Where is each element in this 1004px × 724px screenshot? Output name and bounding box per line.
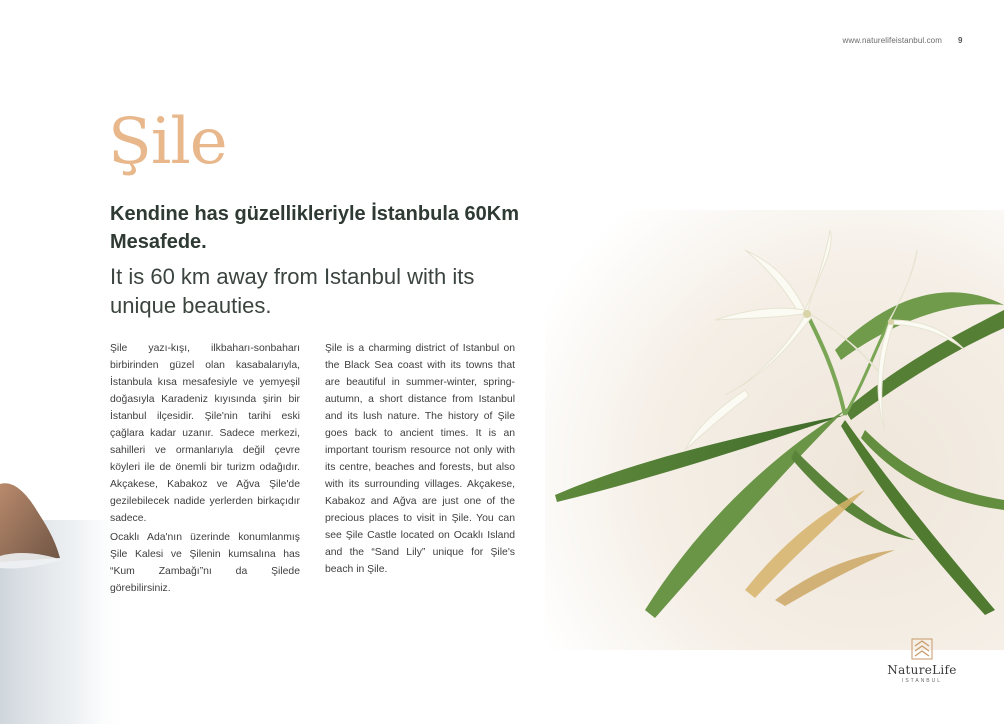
leaf-chevron-icon bbox=[911, 638, 933, 660]
body-column-english bbox=[325, 340, 515, 578]
logo-name: NatureLife bbox=[887, 663, 957, 677]
body-paragraph: Ocaklı Ada'nın üzerinde konumlanmış Şile Kalesi ve Şilenin kumsalına has “Kum Zambağı”nı da Şilede görebilirsiniz. bbox=[110, 532, 300, 594]
page-number: 9 bbox=[958, 36, 963, 45]
brand-logo[interactable] bbox=[870, 638, 974, 684]
page-title: Şile bbox=[108, 105, 227, 179]
header-url[interactable]: www.naturelifeistanbul.com bbox=[842, 36, 942, 45]
logo-sub: ISTANBUL bbox=[901, 678, 943, 684]
body-paragraph: Şile is a charming district of Istanbul on the Black Sea coast with its towns that are beautiful in summer-winter, spring-autumn, a short distance from Istanbul and its lush nature. The history of Şile goes back to ancient times. It is an important tourism resource not only with its centre, beaches and forests, but also with its surrounding villages. Akçakese, Kabakoz and Ağva are just one of the precious places to visit in Şile. You can see Şile Castle located on Ocaklı Island and the “Sand Lily” unique for Şile's beach in Şile. bbox=[325, 343, 515, 575]
body-column-turkish bbox=[110, 340, 300, 597]
body-paragraph: Şile yazı-kışı, ilkbaharı-sonbaharı birbirinden güzel olan kasabalarıyla, İstanbula kısa mesafesiyle ve yemyeşil doğasıyla Karadeniz kıyısında şirin bir İstanbul ilçesidir. Şile'nin tarihi eski çağlara kadar uzanır. Sadece merkezi, sahilleri ve ormanlarıyla değil çevre köyleri ile de önemli bir turizm odağıdır. Akçakese, Kabakoz ve Ağva Şile'de gezilebilecek nadide yerlerden birkaçıdır sadece. bbox=[110, 343, 300, 524]
sand-lily-photo bbox=[545, 210, 1004, 650]
subtitle-english: It is 60 km away from Istanbul with its unique beauties. bbox=[110, 264, 475, 318]
subtitle-turkish: Kendine has güzellikleriyle İstanbula 60Km Mesafede. bbox=[110, 203, 520, 253]
